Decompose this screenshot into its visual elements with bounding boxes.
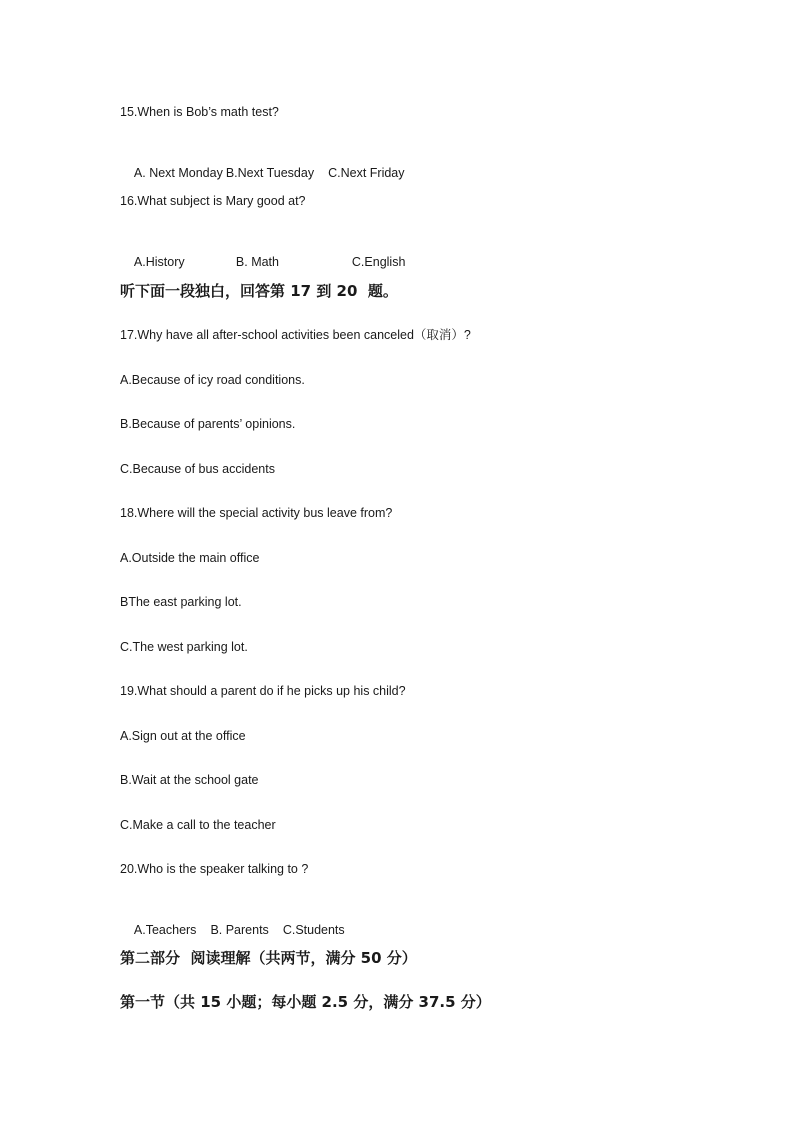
- question-20: 20.Who is the speaker talking to ?: [120, 862, 309, 876]
- option-16-a: A.History: [133, 255, 185, 269]
- option-18-b: BThe east parking lot.: [120, 595, 242, 609]
- option-17-a: A.Because of icy road conditions.: [120, 373, 305, 387]
- question-17: 17.Why have all after-school activities been canceled（取消）?: [120, 328, 471, 342]
- question-18: 18.Where will the special activity bus leave from?: [120, 506, 393, 520]
- question-15: 15.When is Bob’s math test?: [120, 105, 279, 119]
- option-15-a: A. Next Monday: [133, 166, 223, 180]
- option-20-b: B. Parents: [210, 923, 269, 937]
- part-two-heading: 第二部分 阅读理解（共两节，满分 50 分）: [120, 949, 417, 967]
- option-19-a: A.Sign out at the office: [120, 729, 246, 743]
- option-16-c: C.English: [351, 255, 406, 269]
- question-15-options: [120, 149, 405, 197]
- question-16: 16.What subject is Mary good at?: [120, 194, 306, 208]
- option-17-c: C.Because of bus accidents: [120, 462, 275, 476]
- section-one-heading: 第一节（共 15 小题；每小题 2.5 分，满分 37.5 分）: [120, 993, 491, 1011]
- option-17-b: B.Because of parents’ opinions.: [120, 417, 296, 431]
- option-19-c: C.Make a call to the teacher: [120, 818, 276, 832]
- option-20-a: A.Teachers: [133, 923, 197, 937]
- section-monologue-heading: 听下面一段独白，回答第 17 到 20 题。: [120, 282, 398, 300]
- option-15-b: B.Next Tuesday: [225, 166, 315, 180]
- question-19: 19.What should a parent do if he picks up his child?: [120, 684, 406, 698]
- option-18-c: C.The west parking lot.: [120, 640, 248, 654]
- option-16-b: B. Math: [235, 255, 279, 269]
- question-20-options: [120, 906, 345, 954]
- option-18-a: A.Outside the main office: [120, 551, 260, 565]
- option-15-c: C.Next Friday: [328, 166, 405, 180]
- option-20-c: C.Students: [282, 923, 345, 937]
- question-16-options: [120, 238, 405, 286]
- option-19-b: B.Wait at the school gate: [120, 773, 259, 787]
